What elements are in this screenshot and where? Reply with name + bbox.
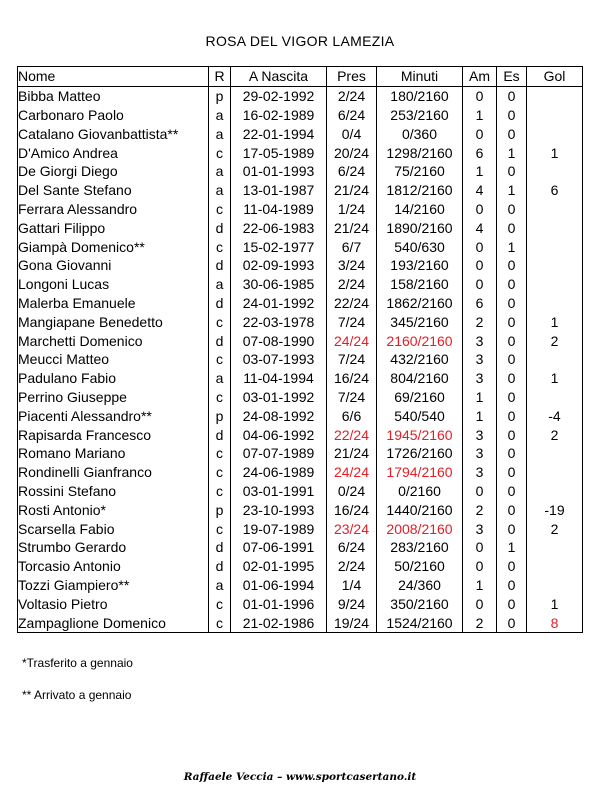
player-yellow-cards: 0 xyxy=(463,124,497,143)
player-name: Perrino Giuseppe xyxy=(18,388,209,407)
column-header-ammonizioni: Am xyxy=(463,67,497,87)
player-yellow-cards: 3 xyxy=(463,369,497,388)
player-birthdate: 04-06-1992 xyxy=(231,425,327,444)
column-header-minuti: Minuti xyxy=(377,67,463,87)
player-role: a xyxy=(209,162,231,181)
player-minutes: 1890/2160 xyxy=(377,218,463,237)
table-row xyxy=(18,463,583,482)
player-yellow-cards: 3 xyxy=(463,444,497,463)
player-presences: 22/24 xyxy=(327,425,377,444)
player-minutes: 2008/2160 xyxy=(377,519,463,538)
player-name: Del Sante Stefano xyxy=(18,181,209,200)
player-role: c xyxy=(209,143,231,162)
player-role: a xyxy=(209,181,231,200)
player-goals: 6 xyxy=(527,181,583,200)
player-name: Catalano Giovanbattista** xyxy=(18,124,209,143)
player-birthdate: 07-08-1990 xyxy=(231,331,327,350)
player-presences: 7/24 xyxy=(327,388,377,407)
column-header-espulsioni: Es xyxy=(497,67,527,87)
player-red-cards: 0 xyxy=(497,594,527,613)
player-minutes: 0/2160 xyxy=(377,482,463,501)
player-goals: 2 xyxy=(527,519,583,538)
player-birthdate: 24-06-1989 xyxy=(231,463,327,482)
table-row xyxy=(18,256,583,275)
player-presences: 16/24 xyxy=(327,500,377,519)
player-red-cards: 0 xyxy=(497,106,527,125)
note-transferred: *Trasferito a gennaio xyxy=(22,656,133,670)
player-yellow-cards: 3 xyxy=(463,519,497,538)
player-name: Piacenti Alessandro** xyxy=(18,406,209,425)
player-presences: 6/24 xyxy=(327,106,377,125)
player-goals xyxy=(527,294,583,313)
player-yellow-cards: 4 xyxy=(463,218,497,237)
table-row xyxy=(18,237,583,256)
credit-line: Raffaele Veccia – www.sportcasertano.it xyxy=(183,771,417,783)
player-presences: 2/24 xyxy=(327,86,377,105)
player-goals xyxy=(527,576,583,595)
player-yellow-cards: 0 xyxy=(463,256,497,275)
player-presences: 20/24 xyxy=(327,143,377,162)
player-birthdate: 19-07-1989 xyxy=(231,519,327,538)
player-goals xyxy=(527,162,583,181)
player-minutes: 283/2160 xyxy=(377,538,463,557)
player-yellow-cards: 1 xyxy=(463,406,497,425)
player-presences: 6/24 xyxy=(327,538,377,557)
player-role: a xyxy=(209,275,231,294)
player-goals xyxy=(527,444,583,463)
player-name: Longoni Lucas xyxy=(18,275,209,294)
player-minutes: 1812/2160 xyxy=(377,181,463,200)
table-row xyxy=(18,312,583,331)
player-role: p xyxy=(209,500,231,519)
player-goals: 8 xyxy=(527,613,583,632)
player-yellow-cards: 0 xyxy=(463,237,497,256)
player-red-cards: 1 xyxy=(497,237,527,256)
column-header-ruolo: R xyxy=(209,67,231,87)
player-birthdate: 02-09-1993 xyxy=(231,256,327,275)
player-role: p xyxy=(209,86,231,105)
player-red-cards: 1 xyxy=(497,181,527,200)
player-yellow-cards: 0 xyxy=(463,200,497,219)
player-goals: 1 xyxy=(527,369,583,388)
table-row xyxy=(18,576,583,595)
player-role: a xyxy=(209,124,231,143)
player-red-cards: 0 xyxy=(497,444,527,463)
player-red-cards: 0 xyxy=(497,294,527,313)
player-presences: 2/24 xyxy=(327,557,377,576)
player-birthdate: 24-08-1992 xyxy=(231,406,327,425)
player-red-cards: 0 xyxy=(497,463,527,482)
player-minutes: 1440/2160 xyxy=(377,500,463,519)
player-goals xyxy=(527,106,583,125)
table-row xyxy=(18,218,583,237)
player-name: Tozzi Giampiero** xyxy=(18,576,209,595)
table-row xyxy=(18,594,583,613)
player-yellow-cards: 0 xyxy=(463,482,497,501)
table-header-row xyxy=(18,67,583,87)
table-row xyxy=(18,519,583,538)
table-row xyxy=(18,350,583,369)
player-goals xyxy=(527,482,583,501)
table-row xyxy=(18,538,583,557)
player-birthdate: 16-02-1989 xyxy=(231,106,327,125)
player-birthdate: 13-01-1987 xyxy=(231,181,327,200)
player-presences: 24/24 xyxy=(327,331,377,350)
player-presences: 0/4 xyxy=(327,124,377,143)
player-red-cards: 0 xyxy=(497,312,527,331)
player-birthdate: 03-07-1993 xyxy=(231,350,327,369)
player-role: d xyxy=(209,218,231,237)
player-presences: 21/24 xyxy=(327,444,377,463)
player-goals xyxy=(527,200,583,219)
table-row xyxy=(18,294,583,313)
player-birthdate: 02-01-1995 xyxy=(231,557,327,576)
player-presences: 21/24 xyxy=(327,181,377,200)
player-name: Bibba Matteo xyxy=(18,86,209,105)
player-red-cards: 0 xyxy=(497,576,527,595)
player-minutes: 350/2160 xyxy=(377,594,463,613)
column-header-gol: Gol xyxy=(527,67,583,87)
player-yellow-cards: 4 xyxy=(463,181,497,200)
player-red-cards: 0 xyxy=(497,519,527,538)
table-row xyxy=(18,444,583,463)
player-presences: 9/24 xyxy=(327,594,377,613)
player-minutes: 804/2160 xyxy=(377,369,463,388)
player-yellow-cards: 3 xyxy=(463,350,497,369)
player-presences: 7/24 xyxy=(327,312,377,331)
player-presences: 6/7 xyxy=(327,237,377,256)
column-header-presenze: Pres xyxy=(327,67,377,87)
player-name: Torcasio Antonio xyxy=(18,557,209,576)
player-birthdate: 11-04-1994 xyxy=(231,369,327,388)
player-name: Rapisarda Francesco xyxy=(18,425,209,444)
player-presences: 2/24 xyxy=(327,275,377,294)
player-red-cards: 0 xyxy=(497,218,527,237)
player-name: Marchetti Domenico xyxy=(18,331,209,350)
player-name: Gona Giovanni xyxy=(18,256,209,275)
player-name: Meucci Matteo xyxy=(18,350,209,369)
player-red-cards: 0 xyxy=(497,500,527,519)
player-name: Romano Mariano xyxy=(18,444,209,463)
player-presences: 23/24 xyxy=(327,519,377,538)
player-red-cards: 0 xyxy=(497,162,527,181)
player-birthdate: 07-06-1991 xyxy=(231,538,327,557)
player-role: a xyxy=(209,576,231,595)
table-row xyxy=(18,106,583,125)
player-role: c xyxy=(209,237,231,256)
table-row xyxy=(18,181,583,200)
player-red-cards: 0 xyxy=(497,482,527,501)
player-presences: 21/24 xyxy=(327,218,377,237)
player-goals xyxy=(527,218,583,237)
player-yellow-cards: 1 xyxy=(463,106,497,125)
player-presences: 24/24 xyxy=(327,463,377,482)
player-goals: -4 xyxy=(527,406,583,425)
table-row xyxy=(18,275,583,294)
player-yellow-cards: 0 xyxy=(463,275,497,294)
player-role: c xyxy=(209,350,231,369)
table-row xyxy=(18,124,583,143)
player-red-cards: 0 xyxy=(497,350,527,369)
player-birthdate: 23-10-1993 xyxy=(231,500,327,519)
player-red-cards: 0 xyxy=(497,124,527,143)
table-row xyxy=(18,557,583,576)
player-role: c xyxy=(209,463,231,482)
player-minutes: 50/2160 xyxy=(377,557,463,576)
player-yellow-cards: 2 xyxy=(463,312,497,331)
player-role: c xyxy=(209,482,231,501)
table-row xyxy=(18,425,583,444)
player-name: Rosti Antonio* xyxy=(18,500,209,519)
player-minutes: 540/540 xyxy=(377,406,463,425)
player-red-cards: 0 xyxy=(497,557,527,576)
table-row xyxy=(18,143,583,162)
player-presences: 16/24 xyxy=(327,369,377,388)
player-red-cards: 0 xyxy=(497,425,527,444)
player-role: d xyxy=(209,538,231,557)
player-minutes: 193/2160 xyxy=(377,256,463,275)
player-minutes: 1298/2160 xyxy=(377,143,463,162)
player-name: Mangiapane Benedetto xyxy=(18,312,209,331)
player-red-cards: 0 xyxy=(497,86,527,105)
player-role: c xyxy=(209,519,231,538)
player-goals xyxy=(527,557,583,576)
player-minutes: 75/2160 xyxy=(377,162,463,181)
table-row xyxy=(18,331,583,350)
player-minutes: 253/2160 xyxy=(377,106,463,125)
player-minutes: 432/2160 xyxy=(377,350,463,369)
player-role: c xyxy=(209,444,231,463)
player-minutes: 345/2160 xyxy=(377,312,463,331)
player-name: Scarsella Fabio xyxy=(18,519,209,538)
player-name: Giampà Domenico** xyxy=(18,237,209,256)
player-presences: 7/24 xyxy=(327,350,377,369)
player-name: Voltasio Pietro xyxy=(18,594,209,613)
player-red-cards: 1 xyxy=(497,143,527,162)
player-goals: -19 xyxy=(527,500,583,519)
player-goals: 2 xyxy=(527,331,583,350)
player-minutes: 540/630 xyxy=(377,237,463,256)
player-presences: 0/24 xyxy=(327,482,377,501)
player-presences: 1/24 xyxy=(327,200,377,219)
player-goals xyxy=(527,86,583,105)
player-role: c xyxy=(209,200,231,219)
player-goals: 2 xyxy=(527,425,583,444)
player-red-cards: 0 xyxy=(497,388,527,407)
player-yellow-cards: 0 xyxy=(463,557,497,576)
table-row xyxy=(18,369,583,388)
player-birthdate: 24-01-1992 xyxy=(231,294,327,313)
player-presences: 19/24 xyxy=(327,613,377,632)
player-presences: 6/6 xyxy=(327,406,377,425)
player-goals xyxy=(527,237,583,256)
player-red-cards: 1 xyxy=(497,538,527,557)
player-name: Ferrara Alessandro xyxy=(18,200,209,219)
column-header-nome: Nome xyxy=(18,67,209,87)
player-yellow-cards: 0 xyxy=(463,86,497,105)
roster-table xyxy=(17,66,583,633)
player-minutes: 1726/2160 xyxy=(377,444,463,463)
player-red-cards: 0 xyxy=(497,406,527,425)
player-minutes: 1862/2160 xyxy=(377,294,463,313)
player-birthdate: 22-01-1994 xyxy=(231,124,327,143)
player-yellow-cards: 3 xyxy=(463,463,497,482)
player-minutes: 1524/2160 xyxy=(377,613,463,632)
player-yellow-cards: 1 xyxy=(463,162,497,181)
player-goals xyxy=(527,388,583,407)
player-birthdate: 11-04-1989 xyxy=(231,200,327,219)
player-birthdate: 03-01-1992 xyxy=(231,388,327,407)
player-goals: 1 xyxy=(527,143,583,162)
player-minutes: 14/2160 xyxy=(377,200,463,219)
player-birthdate: 29-02-1992 xyxy=(231,86,327,105)
player-yellow-cards: 2 xyxy=(463,500,497,519)
player-goals xyxy=(527,350,583,369)
player-goals xyxy=(527,463,583,482)
player-role: d xyxy=(209,425,231,444)
player-presences: 6/24 xyxy=(327,162,377,181)
player-name: Malerba Emanuele xyxy=(18,294,209,313)
player-birthdate: 30-06-1985 xyxy=(231,275,327,294)
player-name: Rondinelli Gianfranco xyxy=(18,463,209,482)
player-yellow-cards: 2 xyxy=(463,613,497,632)
player-name: Gattari Filippo xyxy=(18,218,209,237)
player-role: d xyxy=(209,331,231,350)
player-goals xyxy=(527,538,583,557)
player-name: Rossini Stefano xyxy=(18,482,209,501)
player-red-cards: 0 xyxy=(497,256,527,275)
player-birthdate: 03-01-1991 xyxy=(231,482,327,501)
table-row xyxy=(18,613,583,632)
player-role: c xyxy=(209,312,231,331)
player-yellow-cards: 0 xyxy=(463,538,497,557)
player-yellow-cards: 1 xyxy=(463,576,497,595)
player-name: Zampaglione Domenico xyxy=(18,613,209,632)
player-name: De Giorgi Diego xyxy=(18,162,209,181)
player-yellow-cards: 3 xyxy=(463,331,497,350)
player-minutes: 24/360 xyxy=(377,576,463,595)
player-red-cards: 0 xyxy=(497,369,527,388)
player-minutes: 158/2160 xyxy=(377,275,463,294)
player-role: c xyxy=(209,594,231,613)
player-minutes: 0/360 xyxy=(377,124,463,143)
player-red-cards: 0 xyxy=(497,331,527,350)
table-row xyxy=(18,86,583,105)
player-goals xyxy=(527,256,583,275)
player-yellow-cards: 6 xyxy=(463,294,497,313)
player-role: p xyxy=(209,406,231,425)
player-role: c xyxy=(209,388,231,407)
player-birthdate: 22-06-1983 xyxy=(231,218,327,237)
player-presences: 22/24 xyxy=(327,294,377,313)
player-goals xyxy=(527,124,583,143)
player-red-cards: 0 xyxy=(497,613,527,632)
player-role: d xyxy=(209,256,231,275)
player-minutes: 1945/2160 xyxy=(377,425,463,444)
player-yellow-cards: 1 xyxy=(463,388,497,407)
player-name: Carbonaro Paolo xyxy=(18,106,209,125)
player-birthdate: 15-02-1977 xyxy=(231,237,327,256)
player-name: Padulano Fabio xyxy=(18,369,209,388)
player-birthdate: 01-01-1996 xyxy=(231,594,327,613)
page-title: ROSA DEL VIGOR LAMEZIA xyxy=(205,33,395,49)
player-birthdate: 17-05-1989 xyxy=(231,143,327,162)
player-role: d xyxy=(209,294,231,313)
player-red-cards: 0 xyxy=(497,200,527,219)
player-red-cards: 0 xyxy=(497,275,527,294)
player-role: a xyxy=(209,106,231,125)
table-row xyxy=(18,200,583,219)
table-row xyxy=(18,500,583,519)
player-minutes: 2160/2160 xyxy=(377,331,463,350)
player-role: d xyxy=(209,557,231,576)
player-presences: 3/24 xyxy=(327,256,377,275)
player-role: c xyxy=(209,613,231,632)
column-header-nascita: A Nascita xyxy=(231,67,327,87)
note-arrived: ** Arrivato a gennaio xyxy=(22,688,132,702)
table-row xyxy=(18,162,583,181)
table-row xyxy=(18,406,583,425)
player-minutes: 69/2160 xyxy=(377,388,463,407)
player-yellow-cards: 0 xyxy=(463,594,497,613)
player-minutes: 180/2160 xyxy=(377,86,463,105)
player-name: Strumbo Gerardo xyxy=(18,538,209,557)
player-minutes: 1794/2160 xyxy=(377,463,463,482)
player-yellow-cards: 3 xyxy=(463,425,497,444)
player-goals xyxy=(527,275,583,294)
table-row xyxy=(18,388,583,407)
player-birthdate: 22-03-1978 xyxy=(231,312,327,331)
player-goals: 1 xyxy=(527,594,583,613)
player-birthdate: 01-06-1994 xyxy=(231,576,327,595)
roster-body xyxy=(18,86,583,632)
player-goals: 1 xyxy=(527,312,583,331)
player-birthdate: 21-02-1986 xyxy=(231,613,327,632)
player-name: D'Amico Andrea xyxy=(18,143,209,162)
player-yellow-cards: 6 xyxy=(463,143,497,162)
table-row xyxy=(18,482,583,501)
player-presences: 1/4 xyxy=(327,576,377,595)
player-birthdate: 07-07-1989 xyxy=(231,444,327,463)
player-role: a xyxy=(209,369,231,388)
player-birthdate: 01-01-1993 xyxy=(231,162,327,181)
